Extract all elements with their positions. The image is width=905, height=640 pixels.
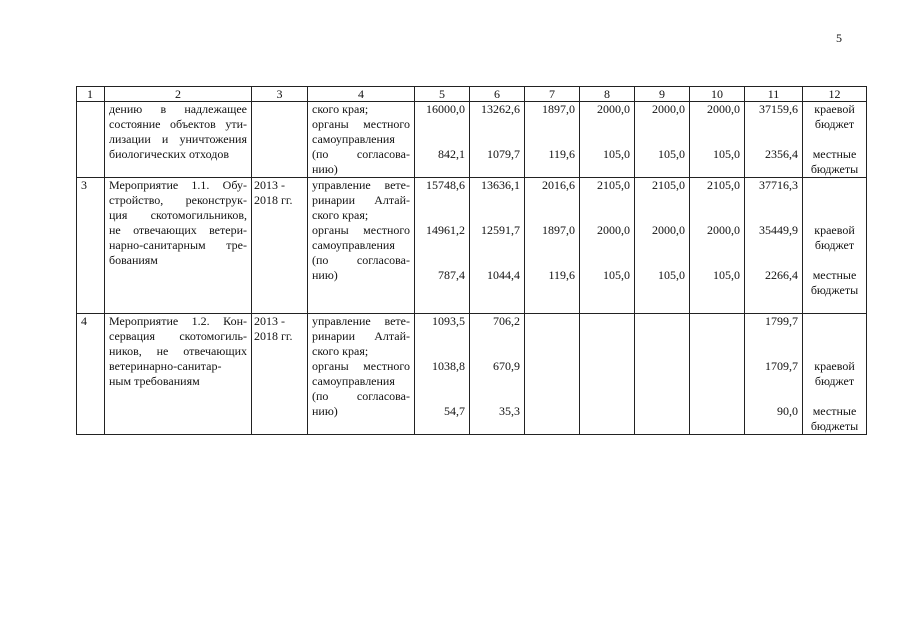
budget-table xyxy=(76,86,867,435)
value: 1799,7 xyxy=(765,314,798,328)
value: 54,7 xyxy=(444,404,465,418)
value: 35449,9 xyxy=(759,223,798,237)
text-line: ринарии Алтай- xyxy=(312,329,410,343)
value: 105,0 xyxy=(713,147,740,161)
value-col7 xyxy=(525,102,580,178)
text-line: органы местного xyxy=(312,359,410,373)
value-col11 xyxy=(745,102,803,178)
value: 37716,3 xyxy=(759,178,798,192)
text-line: 2018 гг. xyxy=(254,329,293,343)
text-line: нарно-санитарным тре- xyxy=(109,238,247,252)
value-col10 xyxy=(690,314,745,435)
value-col8 xyxy=(580,178,635,314)
value: 1079,7 xyxy=(487,147,520,161)
text-line: ринарии Алтай- xyxy=(312,193,410,207)
value: 12591,7 xyxy=(481,223,520,237)
value: 706,2 xyxy=(493,314,520,328)
text-line: (по согласова- xyxy=(312,147,410,161)
value: 119,6 xyxy=(548,268,575,282)
text-line: самоуправления xyxy=(312,374,395,388)
text-line: нию) xyxy=(312,162,338,176)
text-line: Мероприятие 1.1. Обу- xyxy=(109,178,247,192)
period-cell xyxy=(252,314,308,435)
value: 13636,1 xyxy=(481,178,520,192)
funding-source xyxy=(803,178,867,314)
period-cell xyxy=(252,102,308,178)
value-col9 xyxy=(635,178,690,314)
funding-source xyxy=(803,314,867,435)
source-label: бюджет xyxy=(814,374,855,388)
value: 670,9 xyxy=(493,359,520,373)
text-line: ского края; xyxy=(312,344,369,358)
header-cell: 8 xyxy=(580,87,635,102)
value-col9 xyxy=(635,102,690,178)
text-line: дению в надлежащее xyxy=(109,102,247,116)
value: 119,6 xyxy=(548,147,575,161)
measure-name xyxy=(105,314,252,435)
header-cell: 6 xyxy=(470,87,525,102)
source-label: бюджеты xyxy=(810,419,859,433)
value: 842,1 xyxy=(438,147,465,161)
text-line: стройство, реконструк- xyxy=(109,193,247,207)
header-cell: 12 xyxy=(803,87,867,102)
value: 1897,0 xyxy=(542,223,575,237)
executor-cell xyxy=(308,314,415,435)
value: 1093,5 xyxy=(432,314,465,328)
source-label: местные xyxy=(812,147,857,161)
value-col10 xyxy=(690,102,745,178)
text-line: органы местного xyxy=(312,117,410,131)
value: 1038,8 xyxy=(432,359,465,373)
value: 2000,0 xyxy=(707,102,740,116)
text-line: ского края; xyxy=(312,102,369,116)
value: 2000,0 xyxy=(652,223,685,237)
header-cell: 9 xyxy=(635,87,690,102)
value-col5 xyxy=(415,102,470,178)
text-line: Мероприятие 1.2. Кон- xyxy=(109,314,247,328)
value: 1897,0 xyxy=(542,102,575,116)
text-line: ского края; xyxy=(312,208,369,222)
text-line: ция скотомогильников, xyxy=(109,208,247,222)
value-col9 xyxy=(635,314,690,435)
text-line: ников, не отвечающих xyxy=(109,344,247,358)
source-label: краевой xyxy=(814,102,855,116)
value: 105,0 xyxy=(713,268,740,282)
value: 2356,4 xyxy=(765,147,798,161)
value: 2105,0 xyxy=(597,178,630,192)
value: 105,0 xyxy=(603,147,630,161)
executor-cell xyxy=(308,178,415,314)
text-line: лизации и уничтожения xyxy=(109,132,247,146)
funding-source xyxy=(803,102,867,178)
source-label: бюджеты xyxy=(810,162,859,176)
text-line: 2013 - xyxy=(254,314,285,328)
table-row xyxy=(77,102,867,178)
value: 2000,0 xyxy=(597,223,630,237)
value-col7 xyxy=(525,178,580,314)
source-label: бюджеты xyxy=(810,283,859,297)
header-cell: 2 xyxy=(105,87,252,102)
measure-name xyxy=(105,178,252,314)
header-cell: 3 xyxy=(252,87,308,102)
value-col10 xyxy=(690,178,745,314)
value: 15748,6 xyxy=(426,178,465,192)
value: 2000,0 xyxy=(597,102,630,116)
value: 105,0 xyxy=(658,147,685,161)
table-row xyxy=(77,314,867,435)
source-label: местные xyxy=(812,268,857,282)
text-line: сервация скотомогиль- xyxy=(109,329,247,343)
text-line: органы местного xyxy=(312,223,410,237)
source-label: краевой xyxy=(814,359,855,373)
text-line: (по согласова- xyxy=(312,389,410,403)
value: 2105,0 xyxy=(707,178,740,192)
header-cell: 11 xyxy=(745,87,803,102)
value: 2105,0 xyxy=(652,178,685,192)
value-col5 xyxy=(415,314,470,435)
source-label: бюджет xyxy=(814,117,855,131)
value: 35,3 xyxy=(499,404,520,418)
source-label: краевой xyxy=(814,223,855,237)
value-col5 xyxy=(415,178,470,314)
text-line: (по согласова- xyxy=(312,253,410,267)
value: 2266,4 xyxy=(765,268,798,282)
text-line: не отвечающих ветери- xyxy=(109,223,247,237)
text-line: самоуправления xyxy=(312,132,395,146)
value-col8 xyxy=(580,102,635,178)
value: 1709,7 xyxy=(765,359,798,373)
value: 105,0 xyxy=(658,268,685,282)
text-line: управление вете- xyxy=(312,314,410,328)
value-col6 xyxy=(470,314,525,435)
text-line: нию) xyxy=(312,404,338,418)
value-col7 xyxy=(525,314,580,435)
text-line: 2018 гг. xyxy=(254,193,293,207)
row-number: 3 xyxy=(77,178,105,314)
text-line: нию) xyxy=(312,268,338,282)
header-cell: 4 xyxy=(308,87,415,102)
value: 787,4 xyxy=(438,268,465,282)
executor-cell xyxy=(308,102,415,178)
text-line: управление вете- xyxy=(312,178,410,192)
value: 37159,6 xyxy=(759,102,798,116)
value: 1044,4 xyxy=(487,268,520,282)
header-row xyxy=(77,87,867,102)
text-line: ветеринарно-санитар- xyxy=(109,359,222,373)
value: 2000,0 xyxy=(707,223,740,237)
text-line: состояние объектов ути- xyxy=(109,117,247,131)
text-line: бованиям xyxy=(109,253,158,267)
header-cell: 1 xyxy=(77,87,105,102)
value: 105,0 xyxy=(603,268,630,282)
value-col6 xyxy=(470,102,525,178)
text-line: биологических отходов xyxy=(109,147,229,161)
row-number xyxy=(77,102,105,178)
header-cell: 5 xyxy=(415,87,470,102)
value: 90,0 xyxy=(777,404,798,418)
value-col11 xyxy=(745,314,803,435)
value-col11 xyxy=(745,178,803,314)
value: 16000,0 xyxy=(426,102,465,116)
period-cell xyxy=(252,178,308,314)
text-line: самоуправления xyxy=(312,238,395,252)
row-number: 4 xyxy=(77,314,105,435)
source-label: местные xyxy=(812,404,857,418)
value: 14961,2 xyxy=(426,223,465,237)
value: 13262,6 xyxy=(481,102,520,116)
value: 2000,0 xyxy=(652,102,685,116)
text-line: 2013 - xyxy=(254,178,285,192)
value-col6 xyxy=(470,178,525,314)
text-line: ным требованиям xyxy=(109,374,200,388)
source-label: бюджет xyxy=(814,238,855,252)
header-cell: 10 xyxy=(690,87,745,102)
header-cell: 7 xyxy=(525,87,580,102)
measure-name xyxy=(105,102,252,178)
page-number: 5 xyxy=(836,31,842,45)
value: 2016,6 xyxy=(542,178,575,192)
table-row xyxy=(77,178,867,314)
value-col8 xyxy=(580,314,635,435)
